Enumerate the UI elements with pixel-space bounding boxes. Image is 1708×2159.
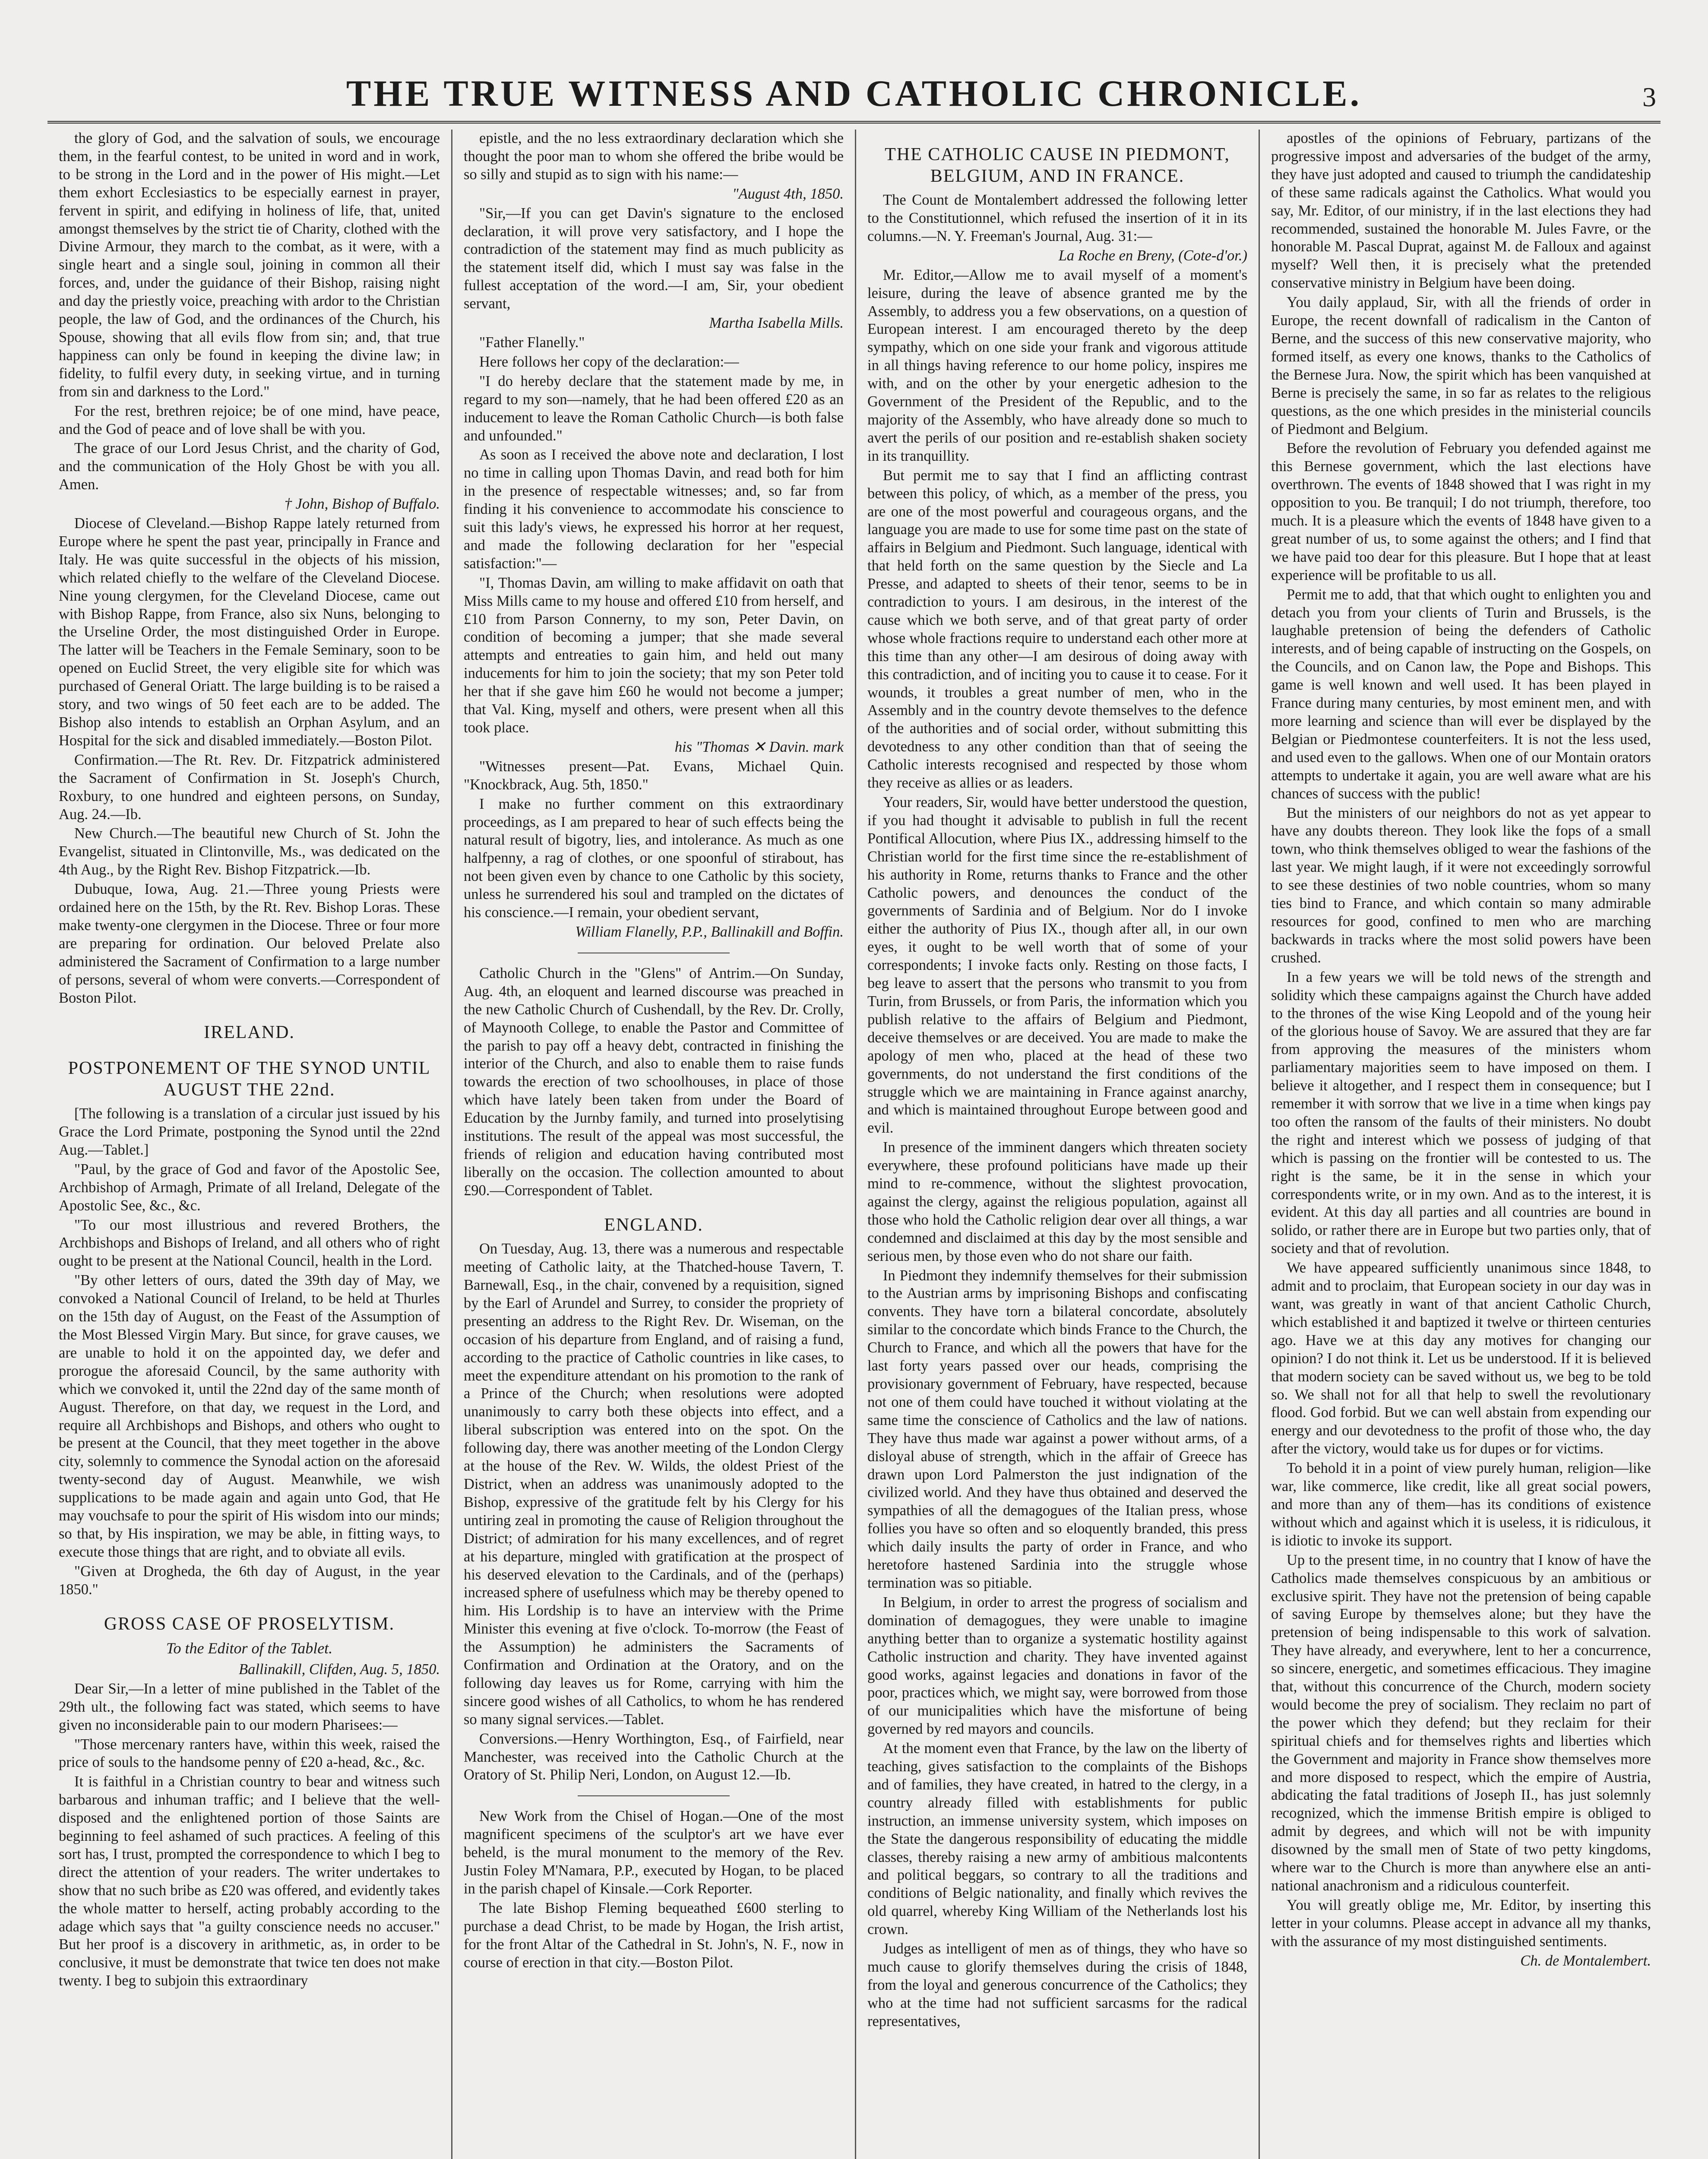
paragraph: Confirmation.—The Rt. Rev. Dr. Fitzpatrick administered the Sacrament of Confirmation in St. Joseph's Church, Roxbury, to one hundred and eighteen persons, on Sunday, Aug. 24.—Ib.	[59, 751, 440, 823]
column-4	[1259, 130, 1662, 2159]
signature-line: Ch. de Montalembert.	[1520, 1952, 1651, 1969]
paragraph: The late Bishop Fleming bequeathed £600 sterling to purchase a dead Christ, to be made by Hogan, the Irish artist, for the front Altar of the Cathedral in St. John's, N. F., now in course of erection in that city.—Boston Pilot.	[464, 1899, 844, 1971]
paragraph: "Given at Drogheda, the 6th day of August, in the year 1850."	[59, 1563, 440, 1598]
paragraph: Your readers, Sir, would have better understood the question, if you had thought it advisable to publish in full the recent Pontifical Allocution, where Pius IX., addressing himself to the Christian world for the first time since the re-establishment of his authority in Rome, returns thanks to France and the other Catholic powers, and denounces the conduct of the governments of Sardinia and of Belgium. Nor do I invoke either the authority of Pius IX., though after all, in our own eyes, it ought to be well worth that of some of your correspondents; I invoke facts only. Resting on those facts, I beg leave to assert that the persons who transmit to you from Turin, from Brussels, or from Paris, the information which you publish relative to the affairs of Belgium and Piedmont, deceive themselves or are deceived. You are made to make the apology of men who, placed at the head of these two governments, do not understand the first conditions of the struggle which we are maintaining in France against anarchy, and which is maintained throughout Europe between good and evil.	[867, 794, 1247, 1136]
paragraph: At the moment even that France, by the law on the liberty of teaching, gives satisfaction to the complaints of the Bishops and of families, they have created, in hatred to the clergy, in a country already filled with establishments for public instruction, an immense university system, which imposes on the State the dangerous responsibility of educating the middle classes, thereby raising a new army of ambitious malcontents and political beggars, so contrary to all the traditions and conditions of Belgic nationality, and finally which revives the old quarrel, whereby King William of the Netherlands lost his crown.	[867, 1740, 1247, 1938]
column-3	[855, 130, 1259, 2159]
paragraph: "Paul, by the grace of God and favor of the Apostolic See, Archbishop of Armagh, Primate of all Ireland, Delegate of the Apostolic See, &c., &c.	[59, 1161, 440, 1214]
paragraph: epistle, and the no less extraordinary declaration which she thought the poor man to whom she offered the bribe would be so silly and stupid as to sign with his name:—	[464, 130, 844, 183]
paragraph: "By other letters of ours, dated the 39th day of May, we convoked a National Council of Ireland, to be held at Thurles on the 15th day of August, on the Feast of the Assumption of the Most Blessed Virgin Mary. But since, for grave causes, we are unable to hold it on the appointed day, we defer and prorogue the aforesaid Council, by the same authority with which we convoked it, until the 22nd day of the same month of August. Therefore, on that day, we request in the Lord, and require all Archbishops and Bishops, and others who ought to be present at the Council, that they meet together in the above city, solemnly to commence the Synodal action on the aforesaid twenty-second day of August. Meanwhile, we wish supplications to be made again and again unto God, that He may vouchsafe to pour the spirit of His wisdom into our minds; so that, by His inspiration, we may be able, in fitting ways, to execute those things that are right, and to obviate all evils.	[59, 1272, 440, 1560]
paragraph: apostles of the opinions of February, partizans of the progressive impost and adversaries of the budget of the army, they have just adopted and caused to triumph the candidateship of these same radicals against the Catholics. What would you say, Mr. Editor, of our ministry, if in the last elections they had recommended, sustained the honorable M. Jules Favre, or the honorable M. Pascal Duprat, against M. de Falloux and against myself? Well then, it is precisely what the pretended conservative ministry in Belgium have been doing.	[1271, 130, 1651, 291]
signature-line: Martha Isabella Mills.	[709, 315, 844, 332]
paragraph: The Count de Montalembert addressed the following letter to the Constitutionnel, which refused the insertion of it in its columns.—N. Y. Freeman's Journal, Aug. 31:—	[867, 192, 1247, 244]
paragraph: Mr. Editor,—Allow me to avail myself of a moment's leisure, during the leave of absence granted me by the Assembly, to address you a few observations, on a question of European interest. I am encouraged thereto by the deep sympathy, which on one side your frank and vigorous attitude in all things having reference to our home policy, inspires me with, and on the other by your energetic adhesion to the Government of the President of the Republic, and to the majority of the Assembly, who have already done so much to avert the perils of our position and re-establish shaken society in its tranquillity.	[867, 266, 1247, 464]
paragraph: In presence of the imminent dangers which threaten society everywhere, these profound politicians have made up their mind to re-commence, without the slightest provocation, against the clergy, against the religious population, against all those who hold the Catholic religion dear over all things, a war condemned and disclaimed at this day by the most sensible and serious men, by those even who do not share our faith.	[867, 1139, 1247, 1264]
paragraph: Permit me to add, that that which ought to enlighten you and detach you from your clients of Turin and Brussels, is the laughable pretension of being the defenders of Catholic interests, and of being capable of instructing on the Gospels, on the Councils, and on Canon law, the Pope and Bishops. This game is well known and well used. It has been played in France during many centuries, by most eminent men, and with more learning and science than will ever be displayed by the Belgian or Piedmontese counterfeiters. It is not the less used, and used even to the gallows. When one of our Montain orators attempts to undertake it again, you are well aware what are his chances of success with the public!	[1271, 586, 1651, 802]
paragraph: Judges as intelligent of men as of things, they who have so much cause to glorify themselves during the crisis of 1848, from the loyal and generous concurrence of the Catholics; they who at the time had not sufficient sarcasms for the radical representatives,	[867, 1941, 1247, 2029]
section-heading: THE CATHOLIC CAUSE IN PIEDMONT, BELGIUM, AND IN FRANCE.	[885, 145, 1230, 186]
section-heading: POSTPONEMENT OF THE SYNOD UNTIL AUGUST THE 22nd.	[68, 1058, 431, 1100]
paragraph: Dear Sir,—In a letter of mine published in the Tablet of the 29th ult., the following fact was stated, which seems to have given no inconsiderable pain to our modern Pharisees:—	[59, 1680, 440, 1733]
paragraph: "To our most illustrious and revered Brothers, the Archbishops and Bishops of Ireland, and all others who of right ought to be present at the National Council, health in the Lord.	[59, 1216, 440, 1269]
paragraph: Conversions.—Henry Worthington, Esq., of Fairfield, near Manchester, was received into the Catholic Church at the Oratory of St. Philip Neri, London, on August 12.—Ib.	[464, 1730, 844, 1783]
paragraph: We have appeared sufficiently unanimous since 1848, to admit and to proclaim, that European society in our day was in want, was greatly in want of that ancient Catholic Church, which established it and baptized it twelve or thirteen centuries ago. Have we at this day any motives for changing our opinion? I do not think it. Let us be understood. If it is believed that modern society can be saved without us, we beg to be told so. We shall not for all that help to swell the revolutionary flood. God forbid. But we can well abstain from expending our energy and our devotedness to the profit of those who, the day after the victory, would take us for dupes or for victims.	[1271, 1260, 1651, 1457]
paragraph: In Piedmont they indemnify themselves for their submission to the Austrian arms by imprisoning Bishops and confiscating convents. They have torn a bilateral concordate, absolutely similar to the concordate which binds France to the Church, the Church to France, and which all the powers that have for the last forty years passed over our heads, comprising the provisionary government of February, have respected, because not one of them could have touched it without violating at the same time the conscience of Catholics and the law of nations. They have thus made war against a power without arms, of a disloyal abuse of strength, which in the affair of Greece has drawn upon Lord Palmerston the just indignation of the civilized world. And they have thus obtained and deserved the sympathies of all the demagogues of the Italian press, whose follies you have so often and so eloquently branded, this press which daily insults the party of order in France, and who heretofore hastened Sardinia into the struggle whose termination was so pitiable.	[867, 1267, 1247, 1591]
paragraph: You will greatly oblige me, Mr. Editor, by inserting this letter in your columns. Please accept in advance all my thanks, with the assurance of my most distinguished sentiments.	[1271, 1896, 1651, 1950]
paragraph: Dubuque, Iowa, Aug. 21.—Three young Priests were ordained here on the 15th, by the Rt. Rev. Bishop Loras. These make twenty-one clergymen in the Diocese. Three or four more are preparing for ordination. Our beloved Prelate also administered the Sacrament of Confirmation to a large number of persons, several of whom were converts.—Correspondent of Boston Pilot.	[59, 881, 440, 1006]
signature-line: his "Thomas ✕ Davin. mark	[674, 738, 844, 755]
paragraph: "I, Thomas Davin, am willing to make affidavit on oath that Miss Mills came to my house and offered £10 from herself, and £10 from Parson Connerny, to my son, Peter Davin, on condition of becoming a jumper; that she made several attempts and entreaties to gain him, and held out many inducements for him to join the society; that my son Peter told her that if she gave him £60 he would not become a jumper; that Val. King, myself and others, were present when all this took place.	[464, 574, 844, 736]
section-heading: IRELAND.	[204, 1022, 295, 1042]
columns	[47, 130, 1662, 2159]
paragraph: As soon as I received the above note and declaration, I lost no time in calling upon Thomas Davin, and read both for him in the presence of respectable witnesses; and, so far from finding it his convenience to accommodate his conscience to suit this lady's views, he expressed his horror at her request, and made the following declaration for her "especial satisfaction:"—	[464, 446, 844, 572]
section-heading: ENGLAND.	[604, 1215, 703, 1235]
paragraph: Up to the present time, in no country that I know of have the Catholics made themselves conspicuous by an ambitious or exclusive spirit. They have not the pretension of being capable of saving Europe by themselves alone; but they have the pretension of being indispensable to this work of salvation. They have already, and everywhere, lent to her a concurrence, so sincere, energetic, and sometimes efficacious. They imagine that, without this concurrence of the Church, modern society would become the prey of socialism. They reclaim no part of the power which they defend; but they reclaim for their spiritual chiefs and for themselves rights and liberties which the Government and majority in France show themselves more and more disposed to respect, which the empire of Austria, abdicating the fatal traditions of Joseph II., has just solemnly recognized, which the immense British empire is obliged to admit by degrees, and which will not be with impunity disowned by the small men of State of two petty kingdoms, where war to the Church is more than anywhere else an anti-national anachronism and a ridiculous counterfeit.	[1271, 1551, 1651, 1894]
paragraph: But the ministers of our neighbors do not as yet appear to have any doubts thereon. They look like the fops of a small town, who think themselves obliged to wear the fashions of the last year. We might laugh, if it were not exceedingly sorrowful to see these destinies of two noble countries, whom so many ties bind to France, and which contain so many admirable resources for good, confined to men who are marching backwards in tracks where the most solid powers have been crushed.	[1271, 804, 1651, 966]
paragraph: On Tuesday, Aug. 13, there was a numerous and respectable meeting of Catholic laity, at the Thatched-house Tavern, T. Barnewall, Esq., in the chair, convened by a requisition, signed by the Earl of Arundel and Surrey, to consider the propriety of presenting an address to the Right Rev. Dr. Wiseman, on the occasion of his departure from England, and of raising a fund, according to the practice of Catholic countries in like cases, to meet the expenditure attendant on his promotion to the rank of a Prince of the Church; when resolutions were adopted unanimously to carry both these objects into effect, and a liberal subscription was entered into on the spot. On the following day, there was another meeting of the London Clergy at the house of the Rev. W. Wilds, the oldest Priest of the District, when an address was unanimously adopted to the Bishop, expressive of the gratitude felt by his Clergy for his untiring zeal in promoting the cause of Religion throughout the District; of admiration for his many excellences, and of regret at his departure, mingled with gratification at the prospect of his deserved elevation to the Cardinals, and of the (perhaps) increased sphere of usefulness which may be thereby opened to him. His Lordship is to have an interview with the Prime Minister this evening at five o'clock. To-morrow (the Feast of the Assumption) he administers the Sacraments of Confirmation and Ordination at the Oratory, and on the following day leaves us for Rome, carrying with him the sincere good wishes of all Catholics, to whom he has rendered so many signal services.—Tablet.	[464, 1241, 844, 1728]
paragraph: In Belgium, in order to arrest the progress of socialism and domination of demagogues, they were unable to imagine anything better than to organize a systematic hostility against Catholic instruction and charity. They have invented against good works, against legacies and donations in favor of the poor, practices which, we might say, were borrowed from those of our municipalities which have the misfortune of being governed by red mayors and councils.	[867, 1594, 1247, 1738]
signature-line: William Flanelly, P.P., Ballinakill and Boffin.	[575, 923, 844, 940]
paragraph: the glory of God, and the salvation of souls, we encourage them, in the fearful contest, to be united in word and in work, to be strong in the Lord and in the power of His might.—Let them exhort Ecclesiastics to be especially earnest in prayer, fervent in spirit, and edifying in holiness of life, that, united amongst themselves by the strict tie of Charity, clothed with the Divine Armour, they march to the combat, as it were, with a single heart and a single soul, joining in common all their forces, and, under the guidance of their Bishop, raising night and day the priestly voice, preaching with ardor to the Christian people, the law of God, and the ordinances of the Church, his Spouse, showing that all evils flow from sin; and, that true happiness can only be found in keeping the divine law; in fidelity, to fulfil every duty, in seeking virtue, and in turning from sin and darkness to the Lord."	[59, 130, 440, 400]
paragraph: The grace of our Lord Jesus Christ, and the charity of God, and the communication of the Holy Ghost be with you all. Amen.	[59, 440, 440, 493]
section-divider	[578, 1795, 730, 1796]
paragraph: Catholic Church in the "Glens" of Antrim.—On Sunday, Aug. 4th, an eloquent and learned discourse was preached in the new Catholic Church of Cushendall, by the Rev. Dr. Crolly, of Maynooth College, to enable the Pastor and Committee of the parish to pay off a heavy debt, contracted in finishing the interior of the Church, and also to enable them to raise funds towards the erection of two schoolhouses, in place of those which have lately been taken from under the Board of Education by the Jurnby family, and turned into proselytising institutions. The result of the appeal was most successful, the friends of religion and education having contributed most liberally on the occasion. The collection amounted to about £90.—Correspondent of Tablet.	[464, 965, 844, 1199]
paragraph: "Father Flanelly."	[479, 334, 585, 351]
paragraph: You daily applaud, Sir, with all the friends of order in Europe, the recent downfall of radicalism in the Canton of Berne, and the success of this new conservative majority, who formed itself, as every one knows, thanks to the Catholics of the Bernese Jura. Now, the spirit which has been vanquished at Berne is precisely the same, in so far as relates to the religious questions, as the one which presides in the ministerial councils of Piedmont and Belgium.	[1271, 294, 1651, 437]
paragraph: [The following is a translation of a circular just issued by his Grace the Lord Primate, postponing the Synod until the 22nd Aug.—Tablet.]	[59, 1105, 440, 1158]
paragraph: Before the revolution of February you defended against me this Bernese government, which the last elections have overthrown. The events of 1848 showed that I was right in my opposition to you. Be tranquil; I do not triumph, therefore, too much. It is a pleasure which the events of 1848 have given to a great number of us, to some against the others; and I find that we have paid too dear for this pleasure. But I hope that at least experience will be profitable to us all.	[1271, 440, 1651, 583]
signature-line: "August 4th, 1850.	[732, 185, 844, 202]
paragraph: To behold it in a point of view purely human, religion—like war, like commerce, like credit, like all great social powers, and more than any of them—has its conditions of existence without which and against which it is useless, it is ridiculous, it is idiotic to invoke its support.	[1271, 1460, 1651, 1549]
signature-line: La Roche en Breny, (Cote-d'or.)	[1058, 247, 1247, 264]
paragraph: I make no further comment on this extraordinary proceedings, as I am prepared to hear of such effects being the natural result of bigotry, lies, and intolerance. As much as one halfpenny, a rag of clothes, or one spoonful of stirabout, has not been given even by chance to one Catholic by this society, unless he surrendered his soul and trampled on the dictates of his conscience.—I remain, your obedient servant,	[464, 795, 844, 921]
page-title: THE TRUE WITNESS AND CATHOLIC CHRONICLE.	[346, 73, 1362, 114]
paragraph: "Those mercenary ranters have, within this week, raised the price of souls to the handsome penny of £20 a-head, &c., &c.	[59, 1736, 440, 1771]
page-number: 3	[1642, 82, 1656, 112]
masthead	[47, 69, 1661, 123]
paragraph: New Work from the Chisel of Hogan.—One of the most magnificent specimens of the sculptor's art we have ever beheld, is the mural monument to the memory of the Rev. Justin Foley M'Namara, P.P., executed by Hogan, to be placed in the parish chapel of Kinsale.—Cork Reporter.	[464, 1808, 844, 1897]
paragraph: "Sir,—If you can get Davin's signature to the enclosed declaration, it will prove very satisfactory, and I hope the contradiction of the statement may find as much publicity as the statement itself did, which I must say was false in the fullest acceptation of the word.—I am, Sir, your obedient servant,	[464, 205, 844, 312]
paragraph: New Church.—The beautiful new Church of St. John the Evangelist, situated in Clintonville, Ms., was dedicated on the 4th Aug., by the Right Rev. Bishop Fitzpatrick.—Ib.	[59, 825, 440, 878]
signature-line: † John, Bishop of Buffalo.	[284, 496, 440, 513]
column-2	[451, 130, 855, 2159]
column-1	[47, 130, 451, 2159]
paragraph: In a few years we will be told news of the strength and solidity which these campaigns against the Church have added to the thrones of the wise King Leopold and of the young heir of the glorious house of Savoy. We are assured that they are far from approving the measures of the ministers whom parliamentary majorities seem to have imposed on them. I believe it altogether, and I respect them in consequence; but I remember it with sorrow that we live in a time when kings pay too often the ransom of the faults of their ministers. No doubt the right and interest which we possess of judging of that which is passing on the frontier will be contested to us. The right is the same, be it in the sense in which your correspondents write, or in my own. And as to the interest, it is evident. At this day all parties and all countries are bound in solido, or rather there are in Europe but two parties only, that of society and that of revolution.	[1271, 969, 1651, 1257]
signature-line: Ballinakill, Clifden, Aug. 5, 1850.	[238, 1661, 440, 1678]
paragraph: But permit me to say that I find an afflicting contrast between this policy, of which, as a member of the press, you are one of the most powerful and courageous organs, and the language you are made to use for some time past on the state of affairs in Belgium and Piedmont. Such language, identical with that held forth on the same question by the Siecle and La Presse, and adapted to sheets of their tenor, seems to be in contradiction to yours. I am desirous, in the interest of the cause which we both serve, and of that great party of order whose whole fractions require to understand each other more at this time than any other—I am desirous of doing away with this contradiction, and of inciting you to cause it to cease. For it wounds, it troubles a great number of men, who in the Assembly and in the country devote themselves to the defence of the authorities and of social order, without submitting this devotedness to any other condition than that of seeing the Catholic interests recognised and respected by those whom they receive as allies or as leaders.	[867, 467, 1247, 791]
paragraph: Here follows her copy of the declaration:—	[479, 353, 739, 370]
paragraph: Diocese of Cleveland.—Bishop Rappe lately returned from Europe where he spent the past year, principally in France and Italy. He was quite successful in the objects of his mission, which related chiefly to the welfare of the Cleveland Diocese. Nine young clergymen, for the Cleveland Diocese, came out with Bishop Rappe, from France, also six Nuns, belonging to the Urseline Order, the most distinguished Order in Europe. The latter will be Teachers in the Female Seminary, soon to be opened on Euclid Street, the very eligible site for which was purchased of General Oriatt. The large building is to be raised a story, and two wings of 50 feet each are to be added. The Bishop also intends to establish an Orphan Asylum, and an Hospital for the sick and disabled immediately.—Boston Pilot.	[59, 515, 440, 749]
section-subheading: To the Editor of the Tablet.	[166, 1640, 333, 1657]
paragraph: For the rest, brethren rejoice; be of one mind, have peace, and the God of peace and of love shall be with you.	[59, 402, 440, 437]
paragraph: "I do hereby declare that the statement made by me, in regard to my son—namely, that he had been offered £20 as an inducement to leave the Roman Catholic Church—is both false and unfounded."	[464, 373, 844, 444]
paragraph: It is faithful in a Christian country to bear and witness such barbarous and inhuman traffic; and I believe that the well-disposed and the enlightened portion of those Saints are beginning to feel ashamed of such practices. A feeling of this sort has, I trust, prompted the correspondence to which I beg to direct the attention of your readers. The writer undertakes to show that no such bribe as £20 was offered, and evidently takes the whole matter to herself, acting probably according to the adage which says that "a guilty conscience needs no accuser." But her proof is a discovery in arithmetic, as, in order to be conclusive, it must be demonstrate that twice ten does not make twenty. I beg to subjoin this extraordinary	[59, 1773, 440, 1989]
paragraph: "Witnesses present—Pat. Evans, Michael Quin. "Knockbrack, Aug. 5th, 1850."	[464, 758, 844, 793]
section-heading: GROSS CASE OF PROSELYTISM.	[104, 1614, 395, 1634]
